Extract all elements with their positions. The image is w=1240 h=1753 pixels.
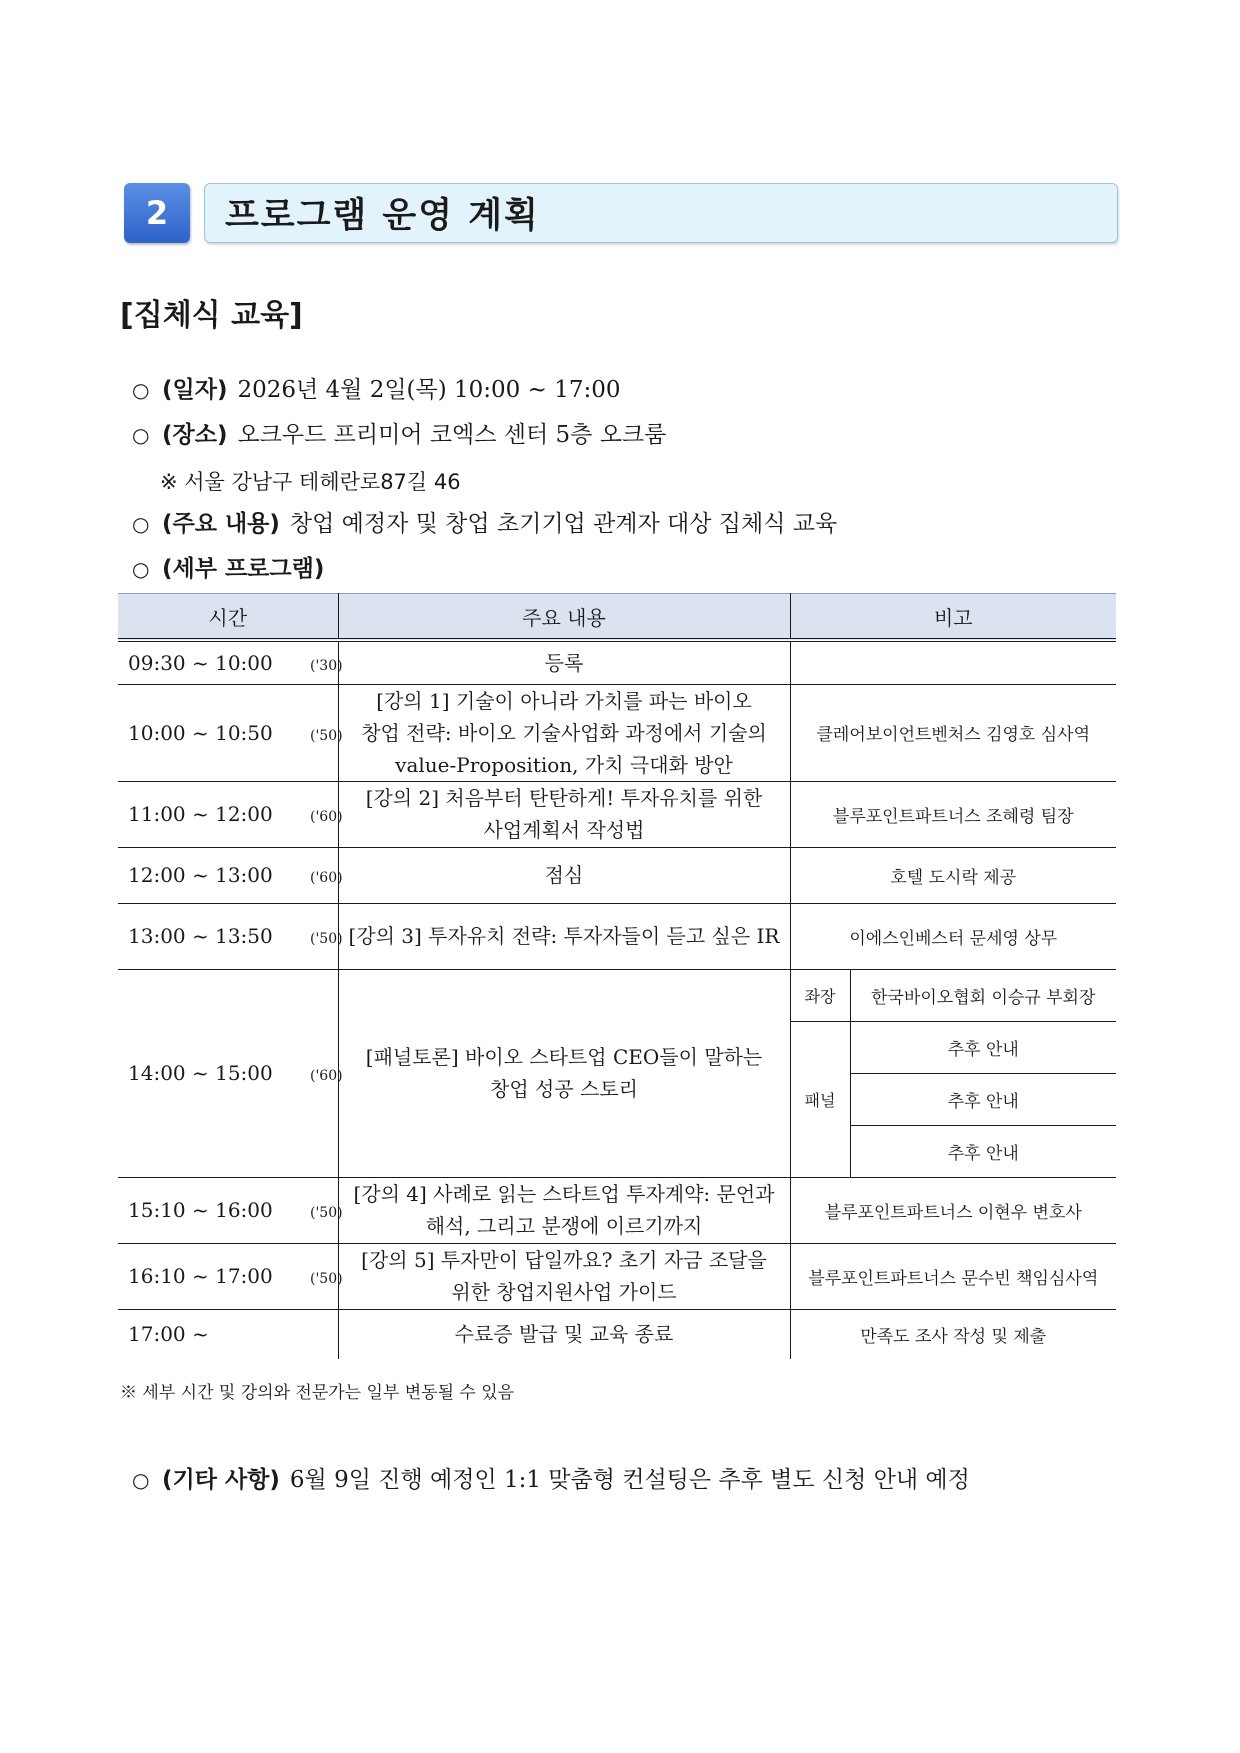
content-value: 창업 예정자 및 창업 초기기업 관계자 대상 집체식 교육: [289, 511, 838, 537]
bullet-mark: ○: [132, 1468, 150, 1492]
table-footnote: ※ 세부 시간 및 강의와 전문가는 일부 변동될 수 있음: [120, 1383, 515, 1403]
row-content-line: [강의 1] 기술이 아니라 가치를 파는 바이오: [376, 688, 752, 713]
address-note: ※ 서울 강남구 테헤란로87길 46: [160, 470, 461, 494]
other-label: (기타 사항): [162, 1467, 280, 1493]
date-value: 2026년 4월 2일(목) 10:00 ~ 17:00: [237, 377, 621, 403]
table-row: [118, 684, 1116, 781]
row-content-line: 등록: [544, 650, 584, 675]
row-time: 17:00 ~: [128, 1322, 209, 1347]
row-time: 10:00 ~ 10:50: [128, 720, 273, 745]
row-note: 클레어보이언트벤처스 김영호 심사역: [790, 684, 1116, 781]
row-content-line: 창업 전략: 바이오 기술사업화 과정에서 기술의: [361, 720, 767, 745]
row-duration: ('60): [310, 809, 343, 825]
row-time: 12:00 ~ 13:00: [128, 863, 273, 887]
row-duration: ('50): [310, 931, 343, 947]
section-number-badge: 2: [124, 183, 190, 243]
row-note: [790, 640, 1116, 684]
row-content-line: 해석, 그리고 분쟁에 이르기까지: [425, 1214, 703, 1238]
row-content-line: [강의 5] 투자만이 답일까요? 초기 자금 조달을: [361, 1248, 767, 1272]
panel-content-line: [패널토론] 바이오 스타트업 CEO들이 말하는: [365, 1045, 763, 1069]
row-content-line: 위한 창업지원사업 가이드: [451, 1280, 677, 1304]
row-content-line: [강의 2] 처음부터 탄탄하게! 투자유치를 위한: [365, 786, 763, 810]
other-bullet: [132, 1461, 970, 1494]
row-time: 11:00 ~ 12:00: [128, 802, 273, 826]
panelist: 추후 안내: [850, 1073, 1116, 1125]
row-content-line: [강의 3] 투자유치 전략: 투자자들이 듣고 싶은 IR: [348, 924, 780, 948]
row-note: 블루포인트파트너스 이현우 변호사: [790, 1177, 1116, 1243]
bullet-mark: ○: [132, 423, 150, 447]
panelist: 추후 안내: [850, 1021, 1116, 1073]
content-bullet: [132, 505, 837, 538]
header-time: 시간: [118, 594, 338, 641]
row-duration: ('30): [310, 657, 343, 674]
date-bullet: [132, 371, 620, 404]
section-title-box: [204, 183, 1118, 243]
panel-duration: ('60): [310, 1068, 343, 1084]
row-duration: ('50): [310, 1205, 343, 1221]
row-time: 16:10 ~ 17:00: [128, 1264, 273, 1288]
header-note: 비고: [790, 594, 1116, 641]
row-duration: ('50): [310, 727, 343, 744]
table-row: [118, 640, 1116, 684]
subheading: [집체식 교육]: [120, 298, 303, 333]
panel-content-line: 창업 성공 스토리: [490, 1077, 638, 1101]
place-label: (장소): [162, 422, 228, 448]
bullet-mark: ○: [132, 557, 150, 581]
row-duration: ('50): [310, 1271, 343, 1287]
row-note: 이에스인베스터 문세영 상무: [790, 903, 1116, 969]
row-content-line: 수료증 발급 및 교육 종료: [454, 1322, 674, 1347]
row-duration: ('60): [310, 870, 343, 886]
panelist: 추후 안내: [850, 1125, 1116, 1177]
panel-role: 패널: [790, 1021, 850, 1177]
row-note: 블루포인트파트너스 조혜령 팀장: [790, 781, 1116, 847]
row-content-line: 점심: [544, 863, 584, 887]
chair-role: 좌장: [790, 969, 850, 1021]
program-label: (세부 프로그램): [162, 556, 325, 582]
program-bullet: [132, 550, 334, 583]
section-title: 프로그램 운영 계획: [225, 196, 540, 236]
content-label: (주요 내용): [162, 511, 280, 537]
row-time: 09:30 ~ 10:00: [128, 650, 273, 675]
bullet-mark: ○: [132, 378, 150, 402]
row-note: 블루포인트파트너스 문수빈 책임심사역: [790, 1243, 1116, 1309]
row-time: 13:00 ~ 13:50: [128, 924, 273, 948]
table-row: [118, 903, 1116, 969]
row-note: 호텔 도시락 제공: [790, 847, 1116, 903]
other-value: 6월 9일 진행 예정인 1:1 맞춤형 컨설팅은 추후 별도 신청 안내 예정: [289, 1467, 970, 1493]
table-row: [118, 1243, 1116, 1309]
chair-name: 한국바이오협회 이승규 부회장: [850, 969, 1116, 1021]
row-content-line: value-Proposition, 가치 극대화 방안: [395, 752, 733, 777]
row-note: 만족도 조사 작성 및 제출: [790, 1309, 1116, 1359]
row-time: 15:10 ~ 16:00: [128, 1198, 273, 1222]
program-table: [118, 593, 1116, 1359]
table-header-row: [118, 594, 1116, 641]
table-row: [118, 1309, 1116, 1359]
table-row: [118, 847, 1116, 903]
bullet-mark: ○: [132, 512, 150, 536]
row-content-line: 사업계획서 작성법: [483, 818, 645, 842]
panel-row: [118, 969, 1116, 1021]
place-bullet: [132, 416, 666, 449]
row-content-line: [강의 4] 사례로 읽는 스타트업 투자계약: 문언과: [353, 1182, 775, 1206]
place-value: 오크우드 프리미어 코엑스 센터 5층 오크룸: [237, 422, 667, 448]
date-label: (일자): [162, 377, 228, 403]
table-row: [118, 1177, 1116, 1243]
table-row: [118, 781, 1116, 847]
header-content: 주요 내용: [338, 594, 790, 641]
panel-time: 14:00 ~ 15:00: [128, 1061, 273, 1085]
